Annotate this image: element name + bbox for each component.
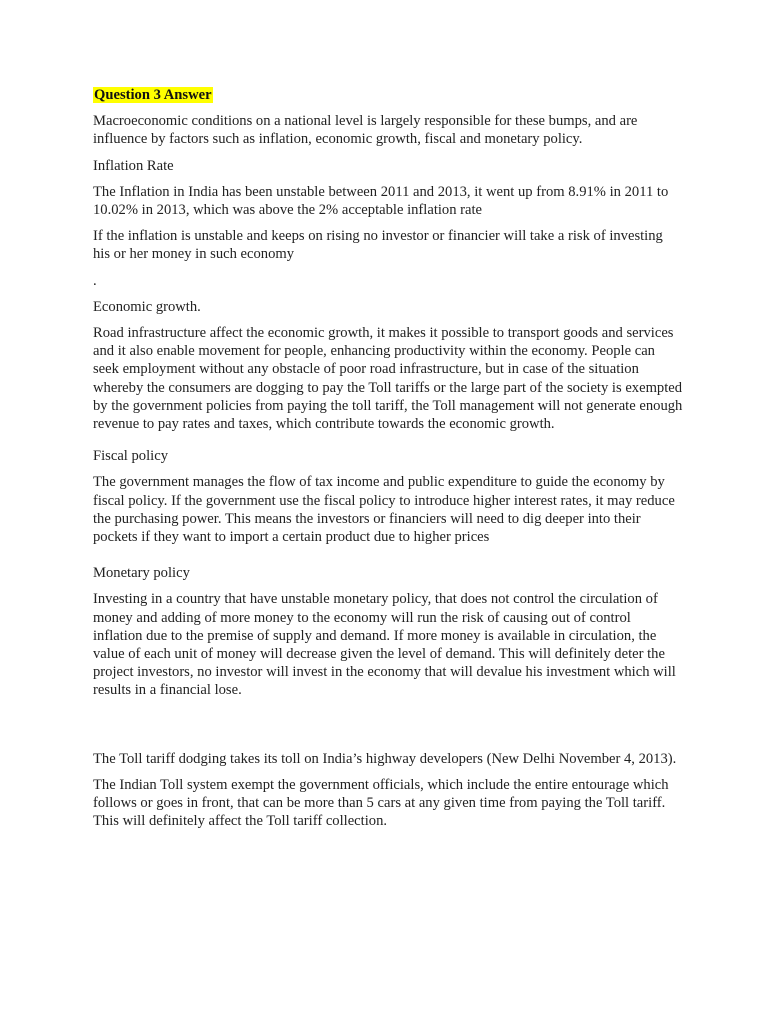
inflation-paragraph-1: The Inflation in India has been unstable between 2011 and 2013, it went up from 8.91% in 2011 to 10.02% in 2013, which was above the 2% acceptable inflation rate [93,183,669,219]
question-title: Question 3 Answer [94,87,212,103]
intro-paragraph: Macroeconomic conditions on a national level is largely responsible for these bumps, and are influence by factors such as inflation, economic growth, fiscal and monetary policy. [93,113,638,148]
growth-paragraph: Road infrastructure affect the economic growth, it makes it possible to transport goods and services and it also enable movement for people, enhancing productivity within the economy. People can seek employment without any obstacle of poor road infrastructure, but in case of the situation whereby the consumers are dogging to pay the Toll tariffs or the large part of the society is exempted by the government policies from paying the toll tariff, the Toll management will not generate enough revenue to pay rates and taxes, which contribute towards the economic growth. [93,325,683,433]
document-body [93,86,683,839]
spacer [93,708,683,750]
toll-paragraph-2: The Indian Toll system exempt the government officials, which include the entire entourage which follows or goes in front, that can be more than 5 cars at any given time from paying the Toll tariff. This will definitely affect the Toll tariff collection. [93,776,669,830]
toll-paragraph-1: The Toll tariff dodging takes its toll on India’s highway developers (New Delhi November 4, 2013). [93,750,677,767]
inflation-paragraph-2: If the inflation is unstable and keeps on rising no investor or financier will take a risk of investing his or her money in such economy [93,228,663,263]
title-line [93,86,683,104]
spacer [93,554,683,564]
stray-dot: . [93,272,97,289]
growth-heading: Economic growth. [93,298,201,315]
inflation-heading: Inflation Rate [93,157,174,174]
monetary-paragraph: Investing in a country that have unstable monetary policy, that does not control the circulation of money and adding of more money to the economy will run the risk of causing out of control inflation due to the premise of supply and demand. If more money is available in circulation, the value of each unit of money will decrease given the level of demand. This will definitely deter the project investors, no investor will invest in the economy that will devalue his investment which will results in a financial lose. [93,591,676,699]
fiscal-paragraph: The government manages the flow of tax income and public expenditure to guide the economy by fiscal policy. If the government use the fiscal policy to introduce higher interest rates, it may reduce the purchasing power. This means the investors or financiers will need to dig deeper into their pockets if they want to import a certain product due to higher prices [93,474,675,546]
monetary-heading: Monetary policy [93,565,190,582]
fiscal-heading: Fiscal policy [93,448,168,465]
